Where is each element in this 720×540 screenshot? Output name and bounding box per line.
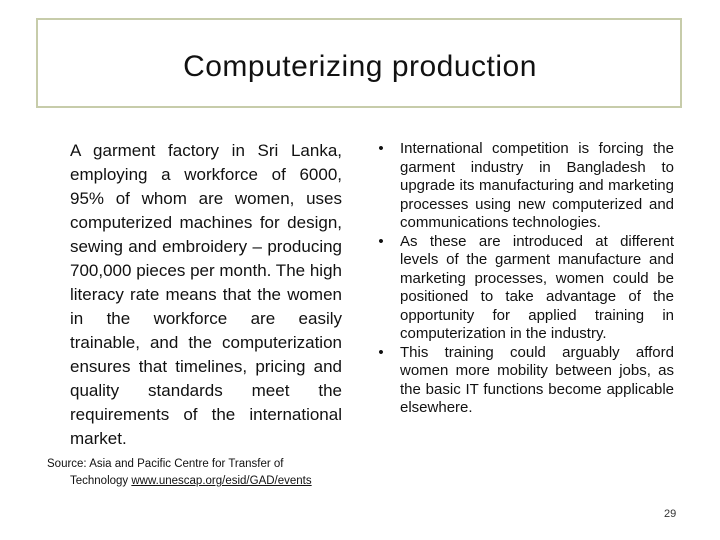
bullet-icon: •	[378, 343, 384, 361]
left-paragraph: A garment factory in Sri Lanka, employing a workforce of 6000, 95% of whom are women, uses computerized machines for design, sewing and embroidery – producing 700,000 pieces per month. The high literacy rate means that the women in the workforce are easily trainable, and the computerization ensures that timelines, pricing and quality standards meet the requirements of the international market.	[70, 141, 342, 448]
source-line-2	[47, 473, 347, 490]
bullet-list	[374, 140, 674, 418]
bullet-text: As these are introduced at different levels of the garment manufacture and marketing processes, women could be positioned to take advantage of the opportunity for applied training in computerization in the industry.	[400, 232, 674, 342]
bullet-text: International competition is forcing the garment industry in Bangladesh to upgrade its manufacturing and marketing processes using new computerized and communications technologies.	[400, 140, 674, 231]
source-link[interactable]: www.unescap.org/esid/GAD/events	[131, 475, 312, 487]
slide-title: Computerizing production	[183, 50, 537, 83]
source-line-1: Source: Asia and Pacific Centre for Transfer of	[47, 458, 284, 470]
bullet-icon: •	[378, 140, 384, 157]
source-prefix: Technology	[70, 475, 132, 487]
page-number: 29	[664, 508, 677, 520]
bullet-item	[374, 140, 674, 233]
bullet-icon: •	[378, 232, 384, 250]
bullet-item	[374, 344, 674, 418]
bullet-item	[374, 233, 674, 344]
bullet-text: This training could arguably afford women more mobility between jobs, as the basic IT functions become applicable elsewhere.	[400, 343, 674, 416]
source-citation	[47, 456, 347, 490]
